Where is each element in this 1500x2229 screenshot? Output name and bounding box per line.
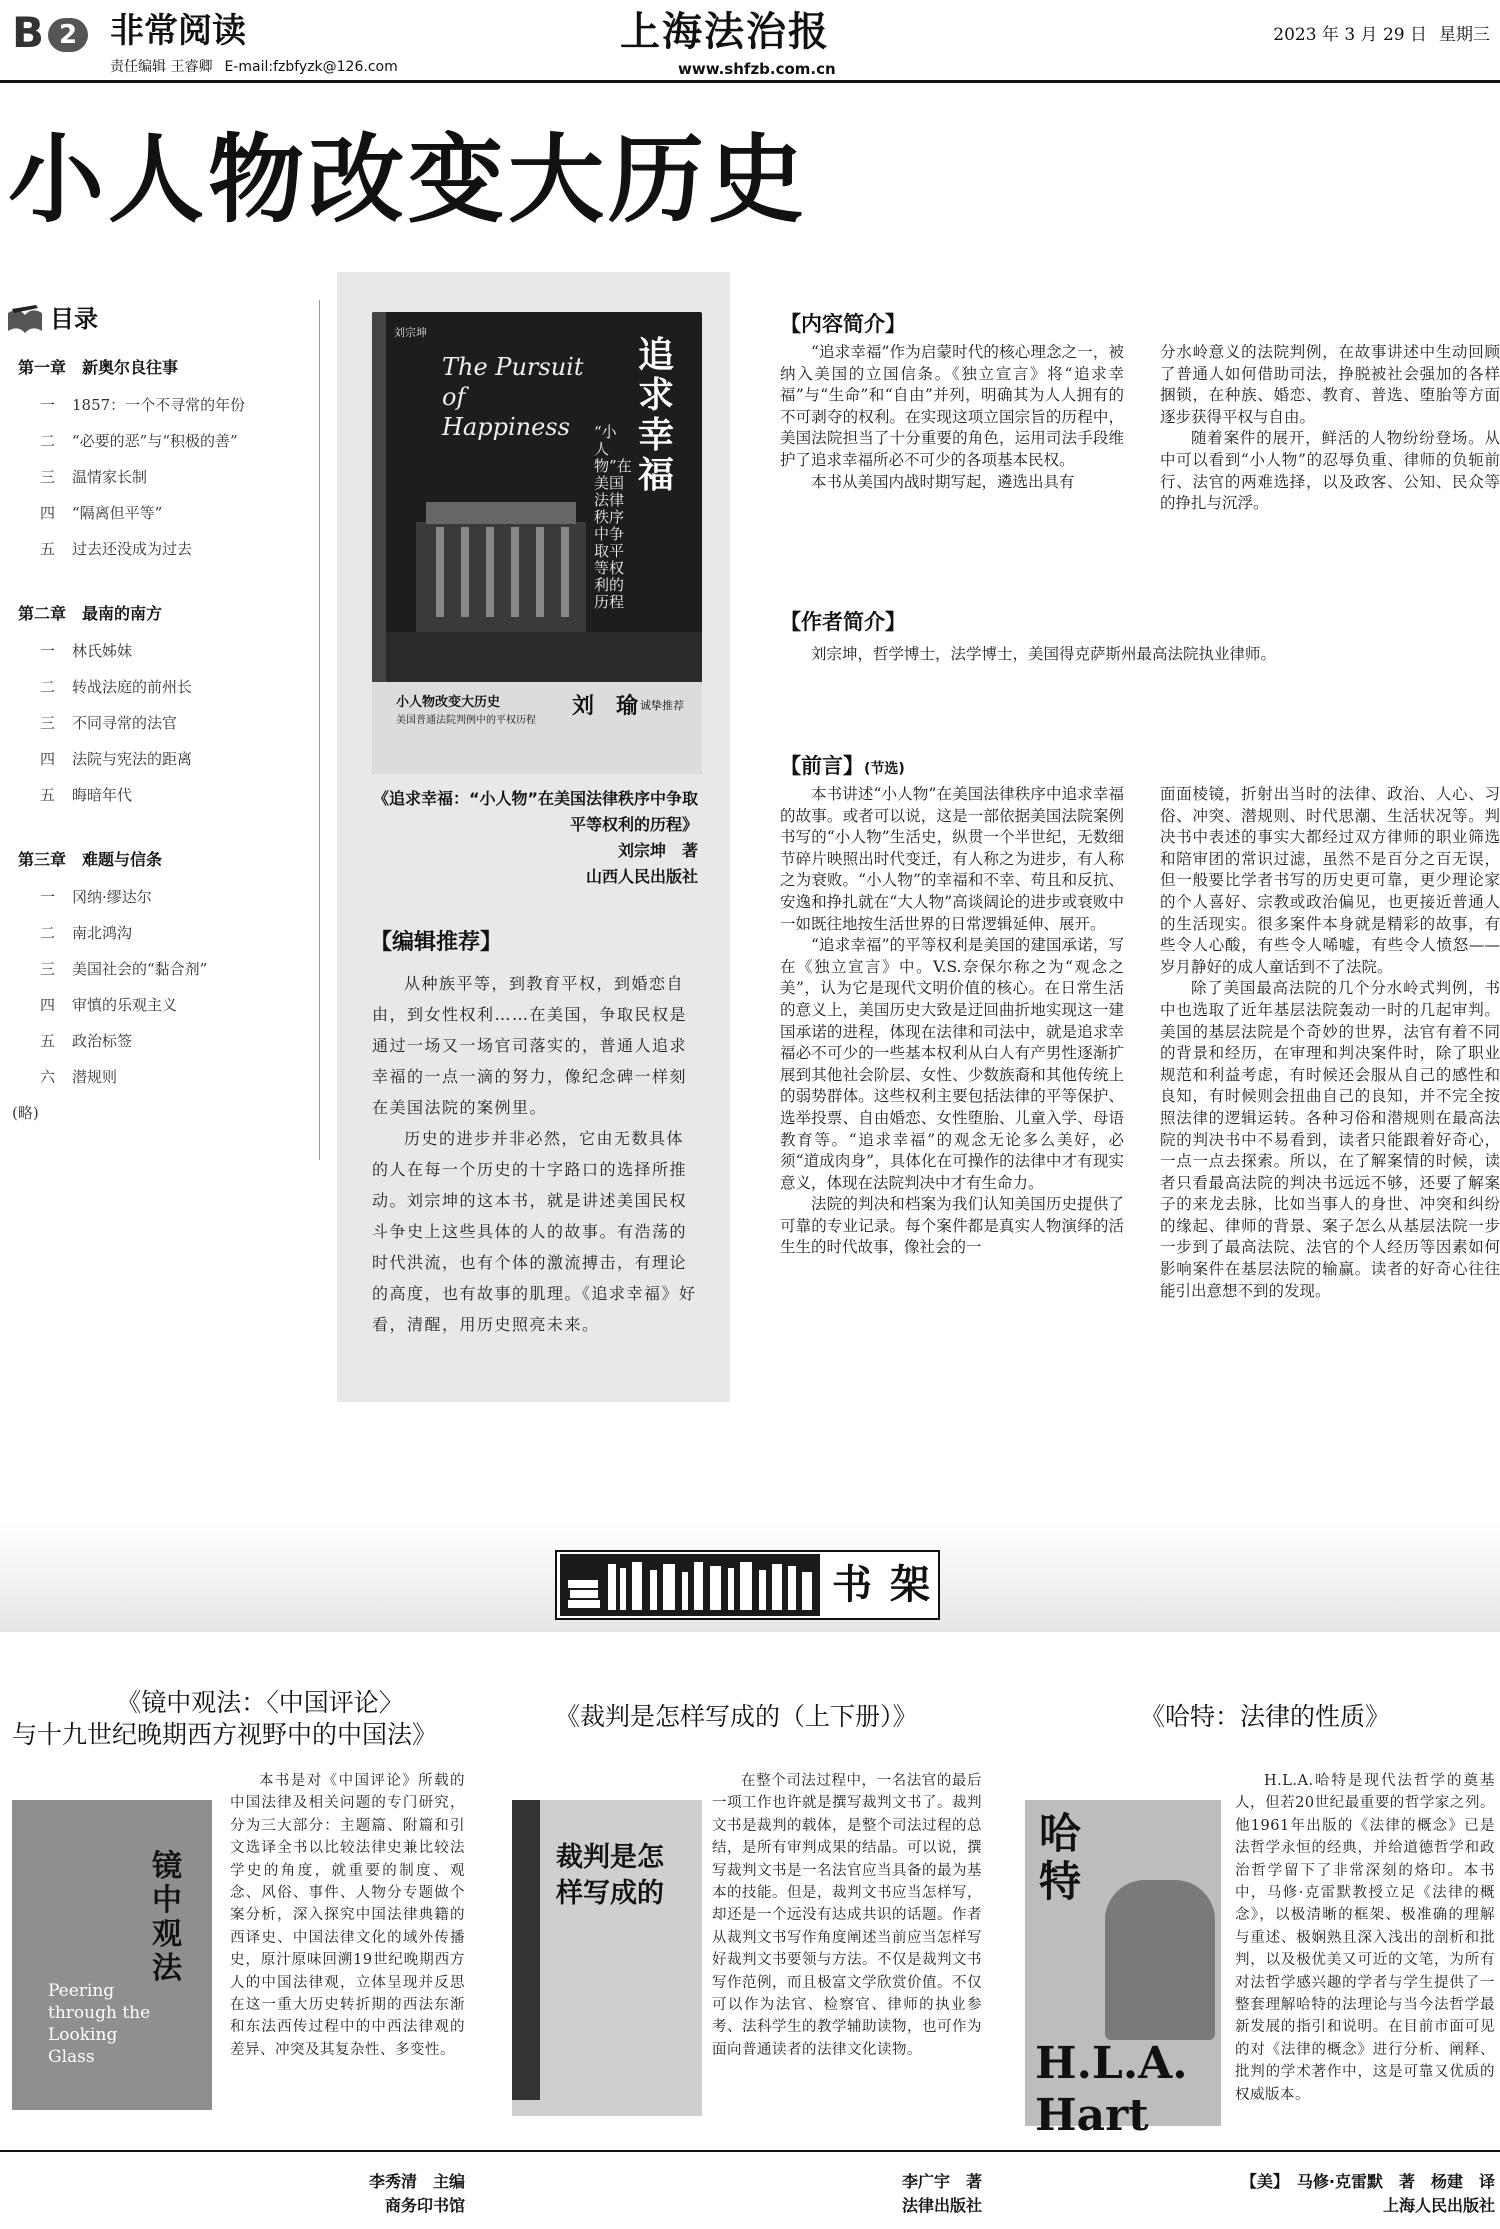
caption-publisher: 山西人民出版社 xyxy=(585,867,698,886)
author-heading: 【作者简介】 xyxy=(780,610,906,634)
book3-portrait xyxy=(1105,1880,1215,2040)
book-pen-icon xyxy=(6,305,44,335)
toc-item-number: 二 xyxy=(40,924,56,942)
toc-item xyxy=(18,502,318,524)
toc-item-number: 四 xyxy=(40,750,56,768)
paragraph: 在整个司法过程中，一名法官的最后一项工作也许就是撰写裁判文书了。裁判文书是裁判的载体，是整个司法过程的总结，是所有审判成果的结晶。可以说，撰写裁判文书是一名法官应当具备的最为基本的技能。但是，裁判文书应当怎样写，却还是一个远没有达成共识的话题。作者从裁判文书写作角度阐述当前应当怎样写好裁判文书要领与方法。不仅是裁判文书写作范例，而且极富文学欣赏价值。不仅可以作为法官、检察官、律师的执业参考、法科学生的教学辅助读物，也可作为面向普通读者的法律文化读物。 xyxy=(712,1773,982,2058)
header-rule xyxy=(0,80,1500,83)
toc-item-number: 三 xyxy=(40,468,56,486)
author-body xyxy=(780,644,1500,666)
cover-endorser: 刘 瑜 xyxy=(572,694,639,719)
toc-chapter-title: 第三章 难题与信条 xyxy=(18,850,163,869)
cover-bottom-title: 小人物改变大历史 xyxy=(396,695,501,710)
cover-title: 追求幸福 xyxy=(637,335,674,496)
book1-cover-title: 镜中观法 xyxy=(152,1849,182,1986)
toc-item-number: 五 xyxy=(40,1032,56,1050)
book2-credit xyxy=(712,2170,982,2218)
preface-heading-text: 【前言】 xyxy=(780,754,864,778)
toc-item xyxy=(18,712,318,734)
book3-credit xyxy=(1195,2170,1495,2218)
toc-item xyxy=(18,748,318,770)
toc-gap xyxy=(18,820,318,848)
toc-list xyxy=(12,356,318,1138)
paragraph: 从种族平等，到教育平权，到婚恋自由，到女性权利……在美国，争取民权是通过一场又一场官司落实的，普通人追求幸福的一点一滴的努力，像纪念碑一样刻在美国法院的案例里。 xyxy=(372,974,688,1117)
book3-description xyxy=(1235,1770,1495,2106)
paragraph: 历史的进步并非必然，它由无数具体的人在每一个历史的十字路口的选择所推动。刘宗坤的这本书，就是讲述美国民权斗争史上这些具体的人的故事。有浩荡的时代洪流，也有个体的激流搏击，有理论的高度，也有故事的肌理。《追求幸福》好看，清醒，用历史照亮未来。 xyxy=(372,1129,697,1334)
toc-item-text: “隔离但平等” xyxy=(72,504,163,522)
book2-title: 《裁判是怎样写成的（上下册）》 xyxy=(555,1702,918,1731)
issue-date xyxy=(1261,24,1490,46)
toc-item xyxy=(18,466,318,488)
book2-spine xyxy=(512,1800,540,2100)
paragraph: 本书是对《中国评论》所载的中国法律及相关问题的专门研究，分为三大部分：主题篇、附篇和引文选译全书以比较法律史兼比较法学史的角度，就重要的制度、观念、风俗、事件、人物分专题做个案分析，深入探究中国法律典籍的西译史、中国法律文化的域外传播史，原汁原味回溯19世纪晚期西方人的中国法律观，立体呈现并反思在这一重大历史转折期的西法东渐和东法西传过程中的中西法律观的差异、冲突及其复杂性、多变性。 xyxy=(230,1773,465,2058)
book3-cover xyxy=(1025,1800,1221,2141)
table-of-contents xyxy=(0,300,320,1160)
book1-publisher: 商务印书馆 xyxy=(384,2196,465,2215)
toc-heading-text: 目录 xyxy=(50,305,98,333)
toc-gap xyxy=(18,574,318,602)
toc-item xyxy=(18,958,318,980)
page-code: B xyxy=(12,8,45,57)
toc-item-text: 审慎的乐观主义 xyxy=(72,996,178,1014)
section-title: 非常阅读 xyxy=(110,11,246,51)
toc-item xyxy=(18,886,318,908)
bookshelf-label: 书架 xyxy=(832,1561,948,1608)
toc-item xyxy=(18,676,318,698)
paragraph: 随着案件的展开，鲜活的人物纷纷登场。从中可以看到“小人物”的忍辱负重、律师的负轭前行、法官的两难选择，以及政客、公知、民众等的挣扎与沉浮。 xyxy=(1160,429,1500,513)
toc-item-number: 一 xyxy=(40,396,56,414)
book2-publisher: 法律出版社 xyxy=(901,2196,982,2215)
toc-item-text: 法院与宪法的距离 xyxy=(72,750,193,768)
book1-title-line1: 《镜中观法：〈中国评论〉 xyxy=(116,1688,404,1717)
toc-chapter-title: 第二章 最南的南方 xyxy=(18,604,163,623)
book3-title: 《哈特：法律的性质》 xyxy=(1140,1702,1391,1731)
book1-editor: 李秀清 主编 xyxy=(368,2172,465,2191)
toc-item xyxy=(18,994,318,1016)
toc-item xyxy=(18,430,318,452)
toc-item-text: 美国社会的“黏合剂” xyxy=(72,960,208,978)
cover-bottom-sub: 美国普通法院判例中的平权历程 xyxy=(396,715,536,726)
toc-item-text: 转战法庭的前州长 xyxy=(72,678,193,696)
toc-item-number: 六 xyxy=(40,1068,56,1086)
intro-left-column xyxy=(780,342,1124,493)
paragraph: 刘宗坤，哲学博士，法学博士，美国得克萨斯州最高法院执业律师。 xyxy=(811,645,1277,663)
toc-item xyxy=(18,394,318,416)
preface-left-column xyxy=(780,784,1124,1259)
weekday-text: 星期三 xyxy=(1439,25,1490,45)
toc-more: (略) xyxy=(12,1104,39,1122)
toc-item-text: 1857：一个不寻常的年份 xyxy=(72,396,246,414)
page-badge xyxy=(12,8,92,57)
preface-right-column xyxy=(1160,784,1500,1302)
toc-item-text: 不同寻常的法官 xyxy=(72,714,178,732)
book3-cover-en: H.L.A. Hart xyxy=(1035,2038,1188,2141)
cover-author: 刘宗坤 xyxy=(394,326,427,339)
paragraph: 除了美国最高法院的几个分水岭式判例，书中也选取了近年基层法院轰动一时的几起审判。美国的基层法院是个奇妙的世界，法官有着不同的背景和经历，在审理和判决案件时，除了职业规范和利益考虑，有时候还会服从自己的感性和良知，有时候则会扭曲自己的良知，并不完全按照法律的逻辑运转。各种习俗和潜规则在最高法院的判决书中不易看到，读者只能跟着好奇心，一点一点去探索。所以，在了解案情的时候，读者只看最高法院的判决书远远不够，还要了解案子的来龙去脉，比如当事人的身世、冲突和纠纷的缘起、律师的背景、案子怎么从基层法院一步一步到了最高法院、法官的个人经历等因素如何影响案件在基层法院的输赢。读者的好奇心往往能引出意想不到的发现。 xyxy=(1160,979,1500,1300)
editor-email: E-mail:fzbfyzk@126.com xyxy=(224,59,398,75)
editor-name: 责任编辑 王睿卿 xyxy=(110,59,213,75)
cover-endorse: 诚挚推荐 xyxy=(640,699,684,712)
paragraph: “追求幸福”作为启蒙时代的核心理念之一，被纳入美国的立国信条。《独立宣言》将“追求幸福”与“生命”和“自由”并列，明确其为人人拥有的不可剥夺的权利。在实现这项立国宗旨的历程中，美国法院担当了十分重要的角色，运用司法手段维护了追求幸福所必不可少的各项基本民权。 xyxy=(780,343,1124,469)
preface-note: (节选) xyxy=(864,761,905,777)
book2-cover xyxy=(512,1800,702,2116)
bookshelf-icon xyxy=(560,1554,820,1616)
book2-author: 李广宇 著 xyxy=(901,2172,982,2191)
cover-subtitle: “小人物”在美国法律秩序中争取平等权利的历程 xyxy=(594,423,632,611)
book1-description xyxy=(230,1770,465,2061)
toc-item-text: 温情家长制 xyxy=(72,468,148,486)
toc-item-text: 林氏姊妹 xyxy=(72,642,133,660)
book3-publisher: 上海人民出版社 xyxy=(1382,2196,1495,2215)
toc-item-number: 三 xyxy=(40,714,56,732)
book3-cover-title: 哈特 xyxy=(1039,1809,1112,1906)
toc-item-text: 潜规则 xyxy=(72,1068,118,1086)
newspaper-logo: 上海法治报 xyxy=(620,8,830,55)
newspaper-url: www.shfzb.com.cn xyxy=(678,60,836,78)
toc-item xyxy=(18,640,318,662)
book2-cover-title: 裁判是怎样写成的 xyxy=(556,1842,664,1909)
toc-chapter-title: 第一章 新奥尔良往事 xyxy=(18,358,179,377)
caption-author: 刘宗坤 著 xyxy=(617,841,698,860)
toc-item-number: 三 xyxy=(40,960,56,978)
cover-english-title: The Pursuit of Happiness xyxy=(442,353,584,441)
intro-right-column xyxy=(1160,342,1500,515)
caption-title: 《追求幸福：“小人物”在美国法律秩序中争取平等权利的历程》 xyxy=(372,789,698,834)
book-caption xyxy=(372,786,698,890)
date-text: 2023 年 3 月 29 日 xyxy=(1273,25,1427,45)
toc-item-text: 过去还没成为过去 xyxy=(72,540,193,558)
book1-cover-en: Peering through the Looking Glass xyxy=(48,1981,151,2067)
toc-item-text: 南北鸿沟 xyxy=(72,924,133,942)
editor-recommend-body xyxy=(372,968,697,1340)
toc-item-number: 五 xyxy=(40,540,56,558)
toc-item-number: 二 xyxy=(40,432,56,450)
editor-recommend-heading: 【编辑推荐】 xyxy=(370,930,503,955)
book3-author: 【美】 马修·克雷默 著 杨建 译 xyxy=(1240,2172,1495,2191)
toc-item xyxy=(18,538,318,560)
paragraph: “追求幸福”的平等权利是美国的建国承诺，写在《独立宣言》中。V.S.奈保尔称之为“观念之美”，认为它是现代文明价值的核心。在日常生活的意义上，美国历史大致是迂回曲折地实现这一建国承诺的进程，体现在法律和司法中，就是追求幸福必不可少的一些基本权利从白人有产男性逐渐扩展到其他社会阶层、女性、少数族裔和其他传统上的弱势群体。这些权利主要包括法律的平等保护、选举投票、自由婚恋、女性堕胎、儿童入学、母语教育等。“追求幸福”的观念无论多么美好，必须“道成肉身”，具体化在可操作的法律中才有现实意义，体现在法院判决中才有生命力。 xyxy=(780,936,1124,1192)
paragraph: 法院的判决和档案为我们认知美国历史提供了可靠的专业记录。每个案件都是真实人物演绎的活生生的时代故事，像社会的一 xyxy=(780,1195,1124,1257)
toc-item xyxy=(18,922,318,944)
book-cover xyxy=(372,312,702,774)
paragraph: 本书从美国内战时期写起，遴选出具有 xyxy=(811,472,1075,491)
toc-item-text: “必要的恶”与“积极的善” xyxy=(72,432,238,450)
paragraph: H.L.A.哈特是现代法哲学的奠基人，但若20世纪最重要的哲学家之列。他1961年出版的《法律的概念》已是法哲学永恒的经典，并给道德哲学和政治哲学留下了非常深刻的烙印。本书中，马修·克雷默教授立足《法律的概念》，以极清晰的框架、极准确的理解与重述、极娴熟且深入浅出的剖析和批判，以及极优美又可近的文笔，为所有对法哲学感兴趣的学者与学生提供了一整套理解哈特的法理论与当今法哲学最新发展的指引和说明。在目前市面可见的对《法律的概念》进行分析、阐释、批判的学术著作中，这是可靠又优质的权威版本。 xyxy=(1235,1773,1495,2103)
toc-item-number: 一 xyxy=(40,642,56,660)
toc-item xyxy=(18,1030,318,1052)
toc-heading xyxy=(6,300,98,338)
intro-heading: 【内容简介】 xyxy=(780,312,906,336)
toc-item-number: 一 xyxy=(40,888,56,906)
toc-item-number: 五 xyxy=(40,786,56,804)
cover-bottom-band xyxy=(372,682,702,774)
toc-item xyxy=(18,784,318,806)
toc-item-number: 四 xyxy=(40,996,56,1014)
book1-credit xyxy=(240,2170,465,2218)
editor-line xyxy=(110,58,410,76)
paragraph: 本书讲述“小人物”在美国法律秩序中追求幸福的故事。或者可以说，这是一部依据美国法院案例书写的“小人物”生活史，纵贯一个半世纪，无数细节碎片映照出时代变迁，有人称之为进步，有人称之为衰败。“小人物”的幸福和不幸、苟且和反抗、安逸和挣扎就在“大人物”高谈阔论的进步或衰败中一如既往地按生活世界的日常逻辑延伸、展开。 xyxy=(780,785,1124,933)
preface-heading xyxy=(780,752,905,783)
footer-rule xyxy=(0,2150,1500,2152)
toc-item-text: 冈纳·缪达尔 xyxy=(72,888,152,906)
article-headline: 小人物改变大历史 xyxy=(8,124,808,236)
paragraph: 分水岭意义的法院判例，在故事讲述中生动回顾了普通人如何借助司法，挣脱被社会强加的各样捆锁，在种族、婚恋、教育、普选、堕胎等方面逐步获得平权与自由。 xyxy=(1160,343,1500,426)
book2-description xyxy=(712,1770,982,2061)
toc-item-number: 四 xyxy=(40,504,56,522)
paragraph: 面面棱镜，折射出当时的法律、政治、人心、习俗、冲突、潜规则、时代思潮、生活状况等。判决书中表述的事实大都经过双方律师的职业筛选和陪审团的常识过滤，虽然不是百分之百无误，但一般要比学者书写的历史更可靠，更少理论家的个人喜好、宗教或政治偏见，也更接近普通人的生活现实。很多案件本身就是精彩的故事，有些令人心酸，有些令人唏嘘，有些令人愤怒——岁月静好的成人童话到不了法院。 xyxy=(1160,785,1500,976)
book1-title-line2: 与十九世纪晚期西方视野中的中国法》 xyxy=(12,1720,438,1749)
toc-item-text: 政治标签 xyxy=(72,1032,133,1050)
toc-item-number: 二 xyxy=(40,678,56,696)
page-number: 2 xyxy=(48,18,88,52)
toc-item xyxy=(18,1066,318,1088)
book1-cover xyxy=(12,1800,212,2110)
toc-item-text: 晦暗年代 xyxy=(72,786,133,804)
